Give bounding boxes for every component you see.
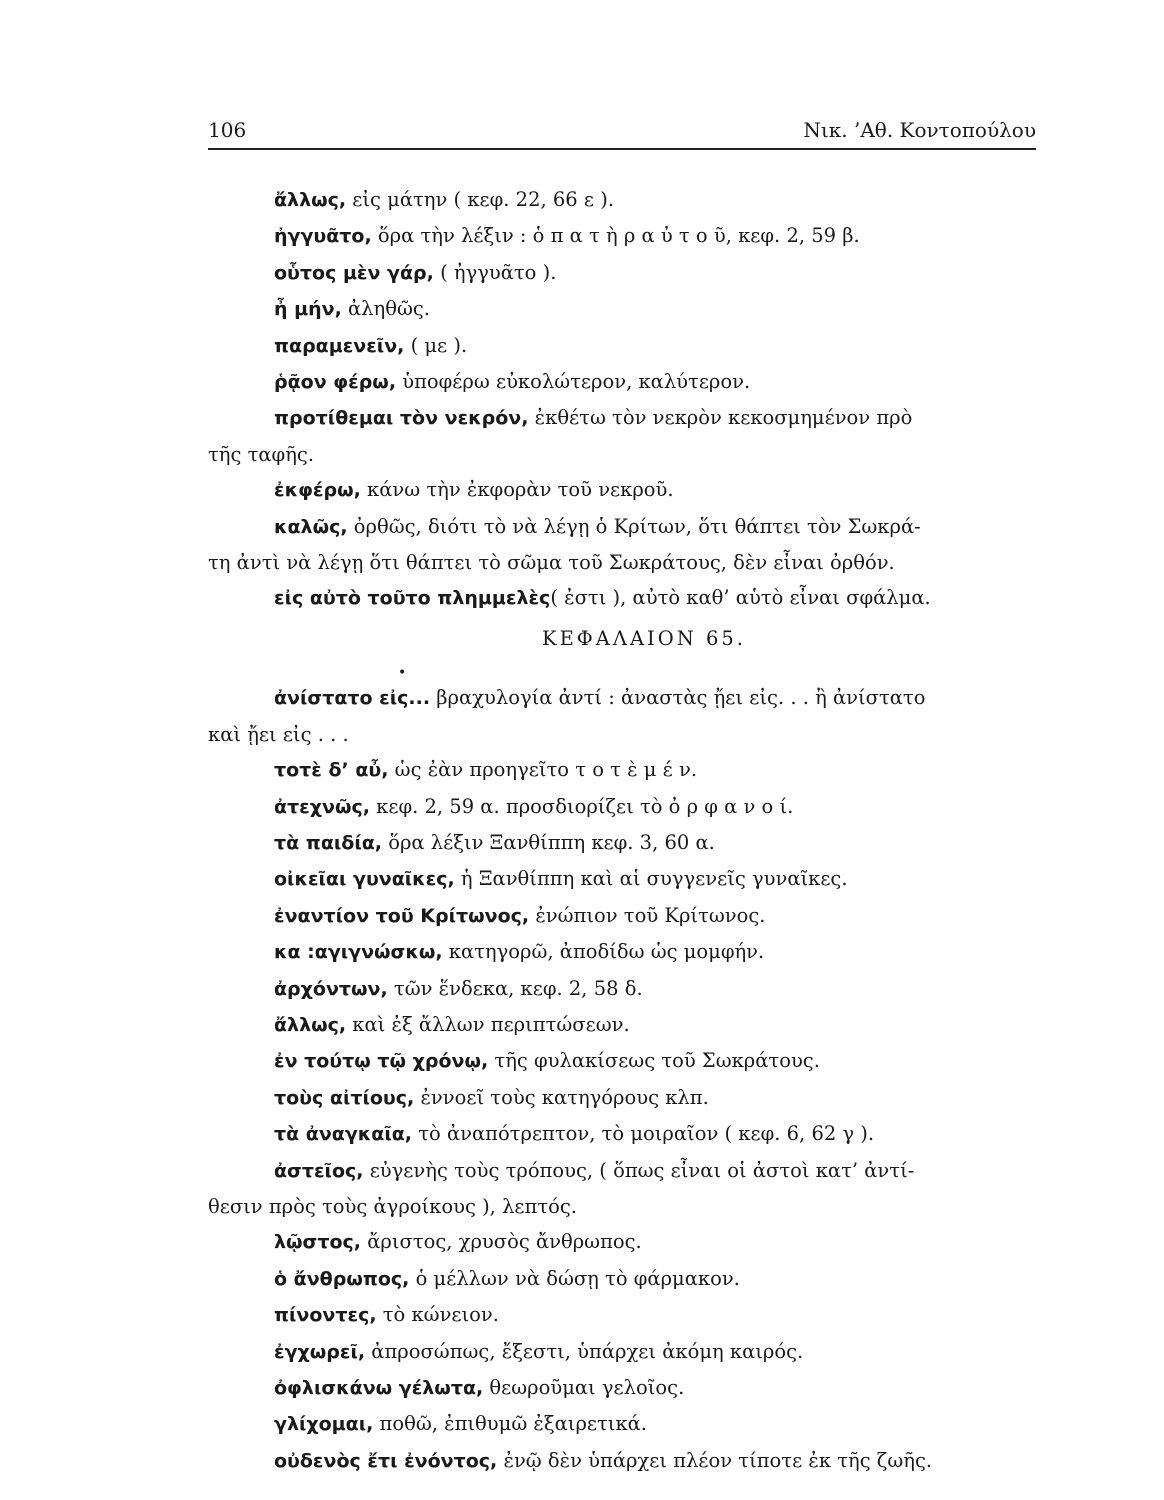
entry-lemma: ἐν τούτῳ τῷ χρόνῳ, [274, 1050, 489, 1073]
entry-gloss: ὑποφέρω εὐκολώτερον, καλύτερον. [396, 370, 751, 394]
printer-mark: • [398, 665, 407, 682]
glossary-entry [208, 789, 1040, 825]
entry-gloss: ποθῶ, ἐπιθυμῶ ἐξαιρετικά. [373, 1412, 648, 1436]
entry-gloss: ἄριστος, χρυσὸς ἄνθρωπος. [361, 1230, 642, 1254]
entry-lemma: κα :αγιγνώσκω, [274, 941, 443, 964]
glossary-entry [208, 1224, 1040, 1260]
entry-lemma: παραμενεῖν, [274, 334, 405, 357]
glossary-entry [208, 580, 1040, 616]
entry-lemma: ῥᾷον φέρω, [274, 371, 397, 394]
glossary-entry [208, 752, 1040, 788]
entry-lemma: εἰς αὐτὸ τοῦτο πλημμελὲς [274, 587, 551, 610]
entry-gloss: ὅρα τὴν λέξιν : ὁ π α τ ὴ ρ α ὐ τ ο ῦ, κεφ. 2, 59 β. [371, 224, 860, 248]
glossary-entry [208, 861, 1040, 897]
entry-lemma: προτίθεμαι τὸν νεκρόν, [274, 407, 529, 430]
entry-lemma: τοτὲ δ’ αὖ, [274, 759, 389, 782]
entry-lemma: ἀτεχνῶς, [274, 795, 370, 818]
glossary-entry [208, 218, 1040, 254]
entry-lemma: ἄλλως, [274, 189, 347, 211]
entry-gloss: εὐγενὴς τοὺς τρόπους, ( ὅπως εἶναι οἱ ἀστοὶ κατ’ ἀντί- [363, 1158, 915, 1182]
glossary-entry [208, 182, 1040, 218]
page-header [208, 118, 1036, 150]
entry-gloss: ( ἠγγυᾶτο ). [433, 260, 557, 284]
glossary-entry [208, 934, 1040, 970]
entry-gloss: ἐκθέτω τὸν νεκρὸν κεκοσμημένον πρὸ [528, 406, 913, 430]
entry-gloss: ( ἐστι ), αὐτὸ καθ’ αὑτὸ εἶναι σφάλμα. [550, 586, 931, 610]
entry-gloss: τῆς φυλακίσεως τοῦ Σωκράτους. [488, 1049, 820, 1073]
entry-lemma: γλίχομαι, [274, 1413, 374, 1436]
continuation-line: καὶ ᾔει εἰς . . . [208, 722, 349, 746]
entry-gloss: ἐννοεῖ τοὺς κατηγόρους κλπ. [414, 1085, 709, 1109]
entry-lemma: οὐδενὸς ἔτι ἐνόντος, [274, 1449, 498, 1472]
glossary-entry [208, 1080, 1040, 1116]
entry-lemma: καλῶς, [274, 515, 348, 538]
entry-lemma: ἀστεῖος, [274, 1159, 364, 1182]
entry-gloss: ἀπροσώπως, ἔξεστι, ὑπάρχει ἀκόμη καιρός. [365, 1339, 804, 1363]
entry-lemma: ὀφλισκάνω γέλωτα, [274, 1377, 484, 1399]
glossary-entry [208, 255, 1040, 291]
entry-lemma: οὗτος μὲν γάρ, [274, 261, 434, 284]
entry-lemma: τὰ ἀναγκαῖα, [274, 1123, 413, 1146]
entry-lemma: ἐγχωρεῖ, [274, 1340, 366, 1363]
entry-lemma: τὰ παιδία, [274, 831, 383, 854]
entry-gloss: κάνω τὴν ἐκφορὰν τοῦ νεκροῦ. [360, 478, 674, 502]
page-number: 106 [208, 118, 247, 142]
entry-lemma: ἐκφέρω, [274, 479, 361, 502]
entry-gloss: θεωροῦμαι γελοῖος. [483, 1376, 685, 1399]
entry-lemma: οἰκεῖαι γυναῖκες, [274, 868, 455, 891]
glossary-entry [208, 291, 1040, 327]
entry-lemma: ἄλλως, [274, 1013, 347, 1036]
entry-lemma: λῷστος, [274, 1231, 361, 1254]
entry-lemma: ἀρχόντων, [274, 977, 388, 1000]
glossary-entry [208, 1334, 1040, 1370]
entry-lemma: ἀνίστατο εἰς... [274, 687, 431, 710]
glossary-entry [208, 472, 1040, 508]
entry-lemma: πίνοντες, [274, 1304, 377, 1327]
glossary-entry [208, 1153, 1040, 1189]
glossary-entry [208, 1043, 1040, 1079]
glossary-entry [208, 1116, 1040, 1152]
running-head: Νικ. ’Αθ. Κοντοπούλου [803, 118, 1036, 142]
entry-gloss: ὀρθῶς, διότι τὸ νὰ λέγῃ ὁ Κρίτων, ὅτι θάπτει τὸν Σωκρά- [347, 514, 921, 538]
glossary-entry [208, 364, 1040, 400]
entry-gloss: βραχυλογία ἀντί : ἀναστὰς ᾔει εἰς. . . ἢ ἀνίστατο [430, 686, 926, 710]
glossary-entry [208, 971, 1040, 1007]
continuation-line: τη ἀντὶ νὰ λέγῃ ὅτι θάπτει τὸ σῶμα τοῦ Σωκράτους, δὲν εἶναι ὀρθόν. [208, 551, 895, 575]
entry-gloss: κεφ. 2, 59 α. προσδιορίζει τὸ ὀ ρ φ α ν ο ί. [369, 794, 794, 818]
glossary-entry [208, 825, 1040, 861]
entry-gloss: ἡ Ξανθίππη καὶ αἱ συγγενεῖς γυναῖκες. [454, 867, 848, 891]
entry-gloss: ἐνῷ δὲν ὑπάρχει πλέον τίποτε ἐκ τῆς ζωῆς. [497, 1448, 933, 1472]
entry-gloss: κατηγορῶ, ἀποδίδω ὡς μομφήν. [442, 940, 765, 964]
entry-gloss: τὸ ἀναπότρεπτον, τὸ μοιραῖον ( κεφ. 6, 62 γ ). [412, 1122, 875, 1146]
entry-gloss: ἐνώπιον τοῦ Κρίτωνος. [529, 903, 766, 927]
glossary-entry [208, 1370, 1040, 1406]
glossary-entry [208, 400, 1040, 436]
entry-gloss: εἰς μάτην ( κεφ. 22, 66 ε ). [346, 188, 615, 211]
continuation-line: θεσιν πρὸς τοὺς ἀγροίκους ), λεπτός. [208, 1194, 577, 1218]
entry-lemma: τοὺς αἰτίους, [274, 1086, 415, 1109]
glossary-entry [208, 1406, 1040, 1442]
glossary-entry [208, 680, 1040, 716]
entry-gloss: ( με ). [404, 333, 468, 357]
entry-gloss: ὁ μέλλων νὰ δώσῃ τὸ φάρμακον. [409, 1266, 740, 1290]
entry-gloss: ὅρα λέξιν Ξανθίππη κεφ. 3, 60 α. [382, 830, 715, 854]
glossary-entries [208, 182, 1040, 1479]
entry-lemma: ἦ μήν, [274, 298, 342, 321]
entry-lemma: ἐναντίον τοῦ Κρίτωνος, [274, 904, 530, 927]
entry-gloss: τὸ κώνειον. [376, 1303, 499, 1327]
continuation-line: τῆς ταφῆς. [208, 442, 315, 466]
entry-lemma: ἠγγυᾶτο, [274, 225, 372, 248]
chapter-heading: ΚΕΦΑΛΑΙΟΝ 65. [542, 626, 746, 650]
glossary-entry [208, 1007, 1040, 1043]
glossary-entry [208, 509, 1040, 545]
glossary-entry [208, 328, 1040, 364]
entry-gloss: ἀληθῶς. [341, 297, 430, 321]
glossary-entry [208, 1443, 1040, 1479]
glossary-entry [208, 1261, 1040, 1297]
entry-gloss: τῶν ἕνδεκα, κεφ. 2, 58 δ. [387, 976, 643, 1000]
glossary-entry [208, 898, 1040, 934]
glossary-entry [208, 1297, 1040, 1333]
entry-gloss: ὡς ἐὰν προηγεῖτο τ ο τ ὲ μ έ ν. [388, 758, 698, 782]
entry-gloss: καὶ ἐξ ἄλλων περιπτώσεων. [346, 1012, 630, 1036]
entry-lemma: ὁ ἄνθρωπος, [274, 1267, 410, 1290]
